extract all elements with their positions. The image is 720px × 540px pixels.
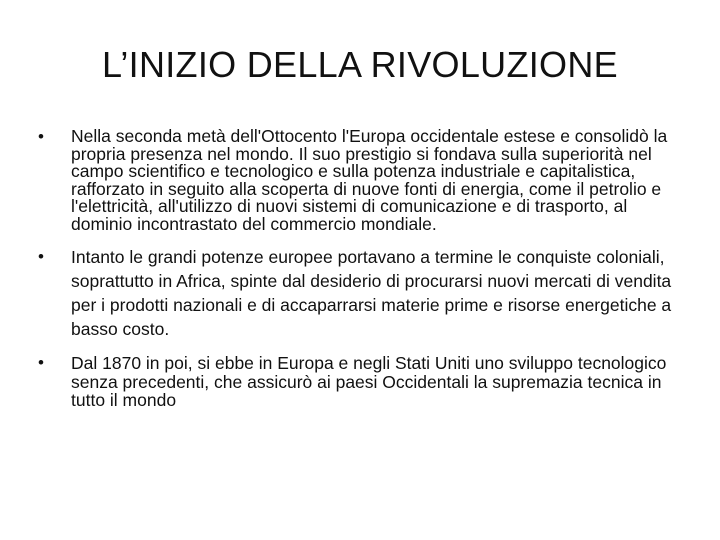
bullet-text: Dal 1870 in poi, si ebbe in Europa e negli Stati Uniti uno sviluppo tecnologico senza precedenti, che assicurò ai paesi Occidentali la supremazia tecnica in tutto il mondo bbox=[71, 353, 667, 410]
bullet-text: Intanto le grandi potenze europee portavano a termine le conquiste coloniali, soprattutto in Africa, spinte dal desiderio di procurarsi nuovi mercati di vendita per i prodotti nazionali e di accaparrarsi materie prime e risorse energetiche a basso costo. bbox=[71, 247, 672, 339]
bullet-item bbox=[38, 128, 688, 233]
bullet-list bbox=[38, 128, 688, 410]
bullet-item bbox=[38, 245, 688, 341]
slide-title: L’INIZIO DELLA RIVOLUZIONE bbox=[102, 44, 618, 85]
bullet-marker: • bbox=[38, 353, 44, 372]
bullet-marker: • bbox=[38, 127, 44, 146]
bullet-marker: • bbox=[38, 247, 44, 266]
bullet-item bbox=[38, 354, 688, 410]
bullet-text: Nella seconda metà dell'Ottocento l'Europa occidentale estese e consolidò la propria presenza nel mondo. Il suo prestigio si fondava sulla superiorità nel campo scientifico e tecnologico e sulla potenza industriale e capitalistica, rafforzato in seguito alla scoperta di nuove fonti di energia, come il petrolio e l'elettricità, all'utilizzo di nuovi sistemi di comunicazione e di trasporto, al dominio incontrastato del commercio mondiale. bbox=[71, 126, 668, 234]
